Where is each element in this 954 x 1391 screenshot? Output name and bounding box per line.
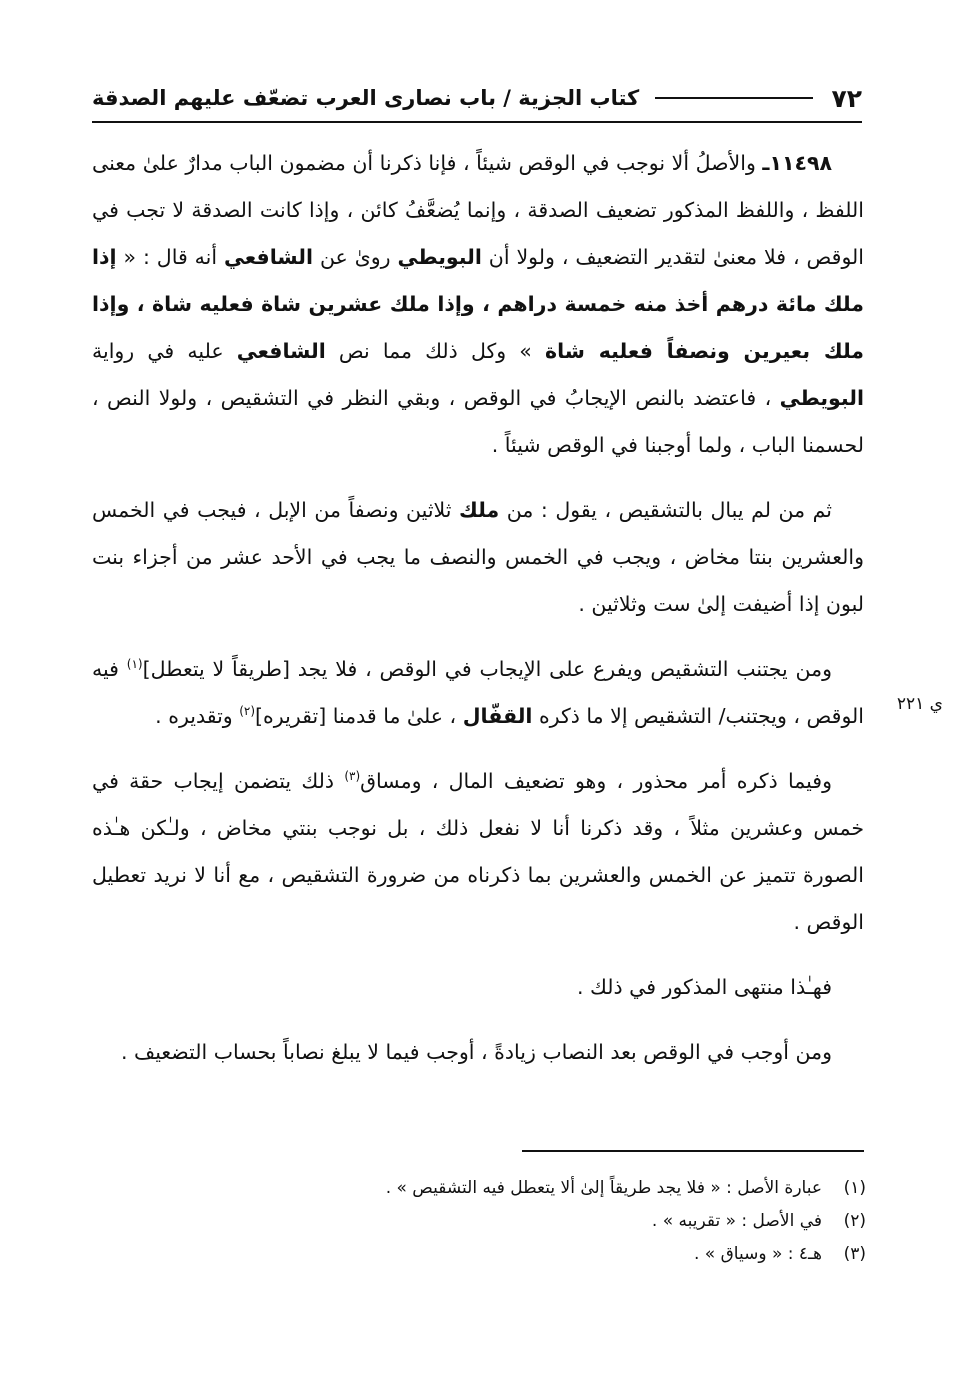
text-run: وتقديره . (155, 704, 240, 728)
header-dash-rule (655, 97, 813, 99)
footnote-number: (٢) (843, 1211, 866, 1231)
text-run: ، فاعتضد بالنص الإيجابُ في الوقص ، وبقي النظر في التشقيص ، ولولا النص ، لحسمنا الباب ، ولما أوجبنا في الوقص شيئاً . (92, 386, 864, 457)
paragraph-6 (92, 1029, 864, 1076)
text-run: ، علىٰ ما قدمنا [تقريره] (255, 704, 463, 728)
paragraph-1498 (92, 140, 864, 469)
name-buwayti: البويطي (397, 245, 482, 269)
footnote-1 (300, 1172, 866, 1205)
text-run: ومن يجتنب التشقيص ويفرع على الإيجاب في الوقص ، فلا يجد [طريقاً لا يتعطل] (142, 657, 832, 681)
quoted-statement: إذا ملك مائة درهم أخذ منه خمسة دراهم ، وإذا ملك عشرين شاة فعليه شاة ، وإذا ملك بعيرين ونصفاً فعليه شاة (92, 245, 865, 363)
text-run: فهـٰذا منتهى المذكور في ذلك . (576, 975, 832, 999)
page-number: ٧٢ (831, 83, 862, 113)
footnote-3 (300, 1238, 866, 1271)
footnote-ref-3[interactable]: (٣) (344, 769, 361, 784)
footnote-text: هـ٤ : « وسياق » . (694, 1244, 822, 1264)
footnote-ref-1[interactable]: (١) (126, 657, 143, 672)
bold-word: ملك (459, 498, 500, 522)
main-text (92, 140, 864, 1094)
name-shafii: الشافعي (224, 245, 314, 269)
text-run: عليه في رواية (92, 339, 237, 363)
manuscript-folio-note: ي ٢٢١ (896, 694, 943, 714)
name-shafii: الشافعي (236, 339, 326, 363)
text-run: أنه قال : « (116, 245, 224, 269)
text-run: والأصلُ ألا نوجب في الوقص شيئاً ، فإنا ذكرنا أن مضمون الباب مدارٌ علىٰ معنى اللفظ ، واللفظ المذكور تضعيف الصدقة ، وإنما يُضعَّفُ كائن ، وإذا كانت الصدقة لا تجب في الوقص ، فلا معنىٰ لتقدير التضعيف ، ولولا أن (92, 151, 864, 269)
footnote-ref-2[interactable]: (٢) (239, 704, 256, 719)
footnote-divider (522, 1150, 864, 1152)
footnotes (300, 1172, 866, 1271)
text-run: وفيما ذكره أمر محذور ، وهو تضعيف المال ، ومساق (360, 769, 832, 793)
running-header (92, 78, 862, 118)
running-title: كتاب الجزية / باب نصارى العرب تضعّف عليهم الصدقة (92, 86, 640, 110)
paragraph-2 (92, 487, 864, 628)
footnote-text: عبارة الأصل : « فلا يجد طريقاً إلىٰ ألا يتعطل فيه التشقيص » . (385, 1178, 822, 1198)
text-run: » وكل ذلك مما نص (325, 339, 545, 363)
footnote-text: في الأصل : « تقريبه » . (651, 1211, 822, 1231)
text-run: ثم من لم يبال بالتشقيص ، يقول : من (499, 498, 833, 522)
paragraph-5 (92, 964, 864, 1011)
paragraph-3 (92, 646, 864, 740)
name-buwayti: البويطي (779, 386, 864, 410)
text-run: فيه الوقص ، ويجتنب/ التشقيص إلا ما ذكره (92, 657, 864, 728)
header-divider (92, 121, 862, 123)
text-run: ومن أوجب في الوقص بعد النصاب زيادةً ، أوجب فيما لا يبلغ نصاباً بحساب التضعيف . (120, 1040, 832, 1064)
issue-number: ١١٤٩٨ـ (762, 151, 832, 175)
footnote-number: (١) (843, 1178, 866, 1198)
footnote-2 (300, 1205, 866, 1238)
text-run: روىٰ عن (313, 245, 398, 269)
paragraph-4 (92, 758, 864, 946)
name-qaffal: القفّال (462, 704, 533, 728)
footnote-number: (٣) (843, 1244, 866, 1264)
text-run: ذلك يتضمن إيجاب حقة في خمس وعشرين مثلاً ، وقد ذكرنا أنا لا نفعل ذلك ، بل نوجب بنتي مخاض ، ولـٰكن هـٰذه الصورة تتميز عن الخمس والعشرين بما ذكرناه من ضرورة التشقيص ، مع أنا لا نريد تعطيل الوقص . (92, 769, 864, 934)
text-run: ثلاثين ونصفاً من الإبل ، فيجب في الخمس والعشرين بنتا مخاض ، ويجب في الخمس والنصف ما يجب في الأحد عشر من أجزاء بنت لبون إذا أضيفت إلىٰ ست وثلاثين . (92, 498, 864, 616)
